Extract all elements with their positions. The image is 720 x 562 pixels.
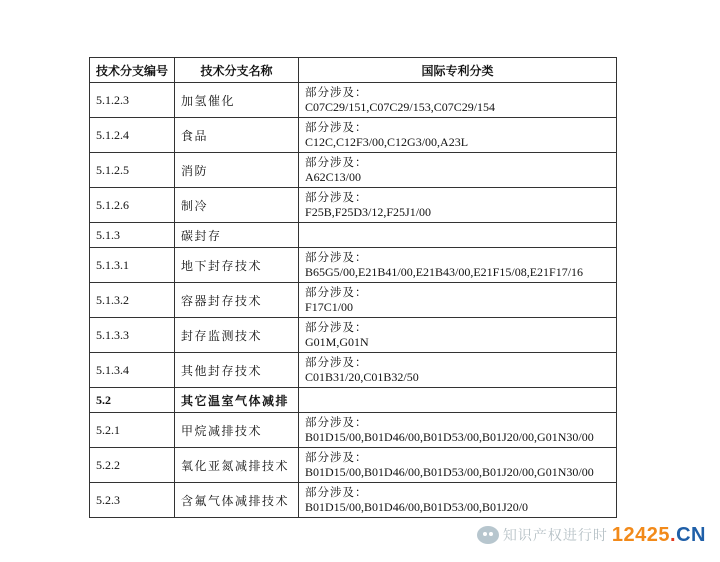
branch-name-text: 消防 [181, 163, 209, 178]
branch-name [175, 318, 299, 353]
site-cn: CN [676, 523, 706, 546]
branch-name-text: 食品 [181, 128, 209, 143]
ipc-cell [299, 388, 617, 413]
branch-code: 5.1.2.4 [90, 118, 175, 153]
ipc-codes: C12C,C12F3/00,C12G3/00,A23L [305, 135, 469, 149]
ipc-codes: F25B,F25D3/12,F25J1/00 [305, 205, 432, 219]
table-row [90, 353, 617, 388]
branch-name [175, 188, 299, 223]
branch-code: 5.1.2.5 [90, 153, 175, 188]
ipc-cell [299, 153, 617, 188]
ipc-cell [299, 318, 617, 353]
table-row [90, 283, 617, 318]
ipc-codes: A62C13/00 [305, 170, 362, 184]
branch-name [175, 83, 299, 118]
ipc-cell [299, 353, 617, 388]
table-row [90, 188, 617, 223]
site-number: 12425 [611, 523, 671, 546]
table-row [90, 248, 617, 283]
ipc-cell [299, 448, 617, 483]
ipc-prefix: 部分涉及： [305, 450, 368, 464]
ipc-codes: F17C1/00 [305, 300, 354, 314]
ipc-codes: C01B31/20,C01B32/50 [305, 370, 419, 384]
branch-name-text: 制冷 [181, 198, 209, 213]
branch-name [175, 153, 299, 188]
watermark [477, 522, 706, 548]
branch-name-text: 氧化亚氮减排技术 [181, 458, 290, 473]
ipc-prefix: 部分涉及： [305, 285, 368, 299]
ipc-prefix: 部分涉及： [305, 320, 368, 334]
branch-name [175, 483, 299, 518]
patent-classification-table [89, 57, 617, 518]
table-row [90, 83, 617, 118]
branch-code: 5.1.3.2 [90, 283, 175, 318]
watermark-account: 知识产权进行时 [502, 528, 608, 544]
ipc-codes: B65G5/00,E21B41/00,E21B43/00,E21F15/08,E21F17/16 [305, 265, 584, 279]
branch-name-text: 甲烷减排技术 [181, 423, 263, 438]
branch-name [175, 118, 299, 153]
branch-name [175, 283, 299, 318]
branch-name [175, 388, 299, 413]
branch-code: 5.1.3.1 [90, 248, 175, 283]
table-header-row [90, 58, 617, 83]
branch-name [175, 448, 299, 483]
table-row [90, 153, 617, 188]
header-ipc: 国际专利分类 [299, 58, 617, 83]
branch-name-text: 加氢催化 [181, 93, 236, 108]
table-row [90, 388, 617, 413]
wechat-icon [477, 526, 499, 544]
branch-name [175, 413, 299, 448]
ipc-prefix: 部分涉及： [305, 485, 368, 499]
branch-name-text: 其它温室气体减排 [181, 393, 290, 408]
ipc-cell [299, 413, 617, 448]
branch-code: 5.1.3.3 [90, 318, 175, 353]
site-dot: . [670, 523, 677, 546]
ipc-cell [299, 83, 617, 118]
ipc-cell [299, 188, 617, 223]
ipc-prefix: 部分涉及： [305, 250, 368, 264]
branch-code: 5.1.2.3 [90, 83, 175, 118]
table-row [90, 223, 617, 248]
ipc-prefix: 部分涉及： [305, 85, 368, 99]
ipc-prefix: 部分涉及： [305, 155, 368, 169]
table-row [90, 448, 617, 483]
branch-name-text: 封存监测技术 [181, 328, 263, 343]
branch-name-text: 含氟气体减排技术 [181, 493, 290, 508]
ipc-cell [299, 223, 617, 248]
table-row [90, 413, 617, 448]
branch-code: 5.2 [90, 388, 175, 413]
ipc-codes: B01D15/00,B01D46/00,B01D53/00,B01J20/0 [305, 500, 529, 514]
watermark-site [612, 524, 706, 547]
branch-name [175, 353, 299, 388]
ipc-prefix: 部分涉及： [305, 120, 368, 134]
ipc-cell [299, 248, 617, 283]
header-branch-name: 技术分支名称 [175, 58, 299, 83]
ipc-prefix: 部分涉及： [305, 415, 368, 429]
ipc-cell [299, 283, 617, 318]
branch-name-text: 其他封存技术 [181, 363, 263, 378]
branch-code: 5.1.2.6 [90, 188, 175, 223]
ipc-prefix: 部分涉及： [305, 355, 368, 369]
branch-name-text: 容器封存技术 [181, 293, 263, 308]
ipc-codes: G01M,G01N [305, 335, 369, 349]
ipc-codes: B01D15/00,B01D46/00,B01D53/00,B01J20/00,G01N30/00 [305, 465, 594, 479]
table-row [90, 118, 617, 153]
branch-code: 5.2.1 [90, 413, 175, 448]
branch-code: 5.1.3.4 [90, 353, 175, 388]
ipc-cell [299, 483, 617, 518]
branch-name-text: 地下封存技术 [181, 258, 263, 273]
ipc-prefix: 部分涉及： [305, 190, 368, 204]
branch-code: 5.2.3 [90, 483, 175, 518]
header-branch-code: 技术分支编号 [90, 58, 175, 83]
ipc-codes: B01D15/00,B01D46/00,B01D53/00,B01J20/00,G01N30/00 [305, 430, 594, 444]
branch-name-text: 碳封存 [181, 228, 222, 243]
branch-name [175, 223, 299, 248]
branch-name [175, 248, 299, 283]
branch-code: 5.1.3 [90, 223, 175, 248]
table-row [90, 318, 617, 353]
ipc-codes: C07C29/151,C07C29/153,C07C29/154 [305, 100, 496, 114]
branch-code: 5.2.2 [90, 448, 175, 483]
ipc-cell [299, 118, 617, 153]
table-row [90, 483, 617, 518]
